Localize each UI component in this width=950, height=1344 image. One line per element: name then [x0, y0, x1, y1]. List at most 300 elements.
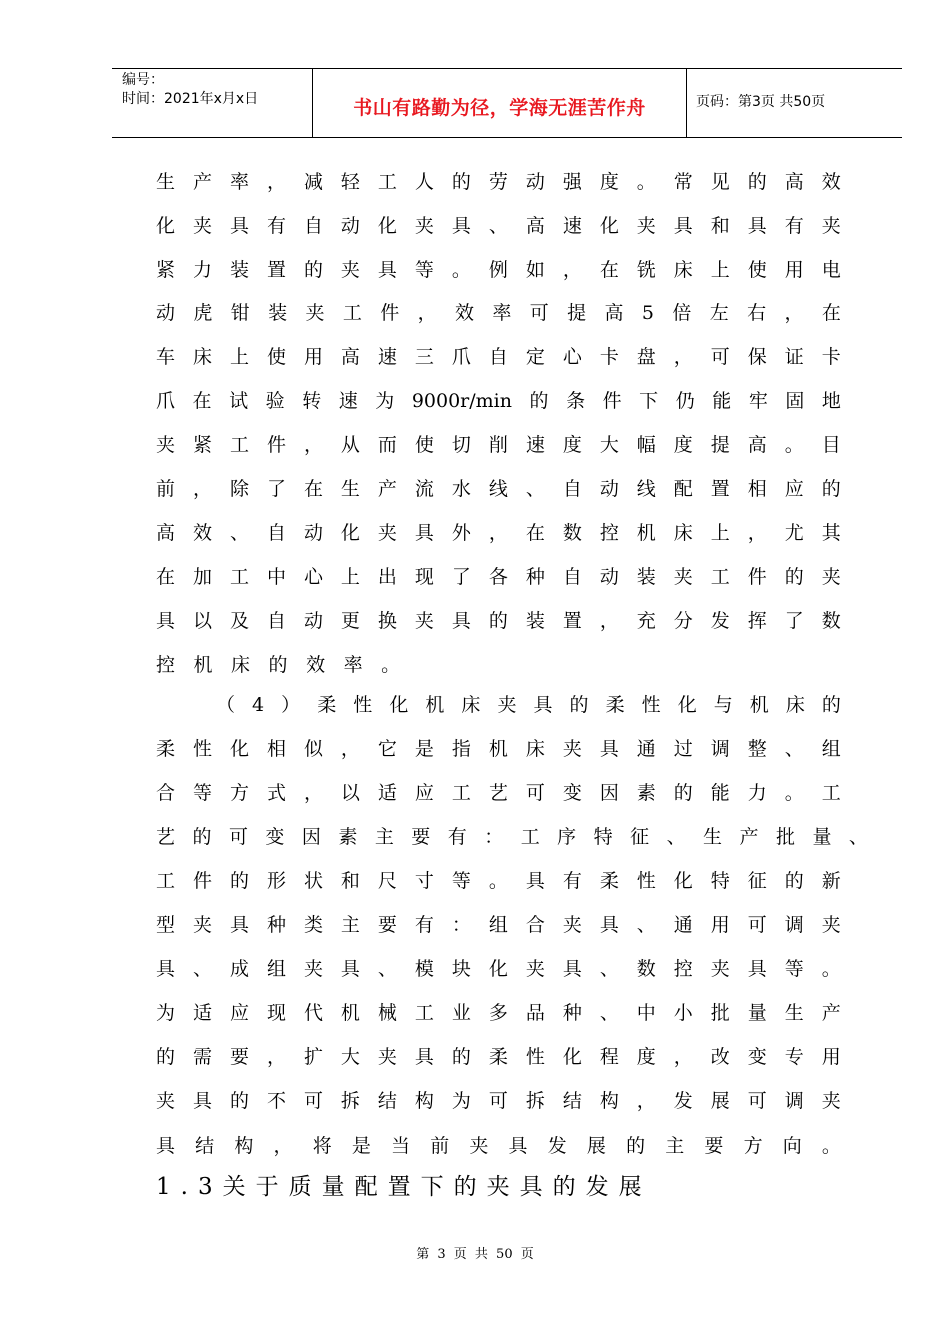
body-char: 生: [340, 478, 360, 500]
body-char: 转: [302, 390, 322, 412]
body-char: 式: [266, 782, 286, 804]
body-char: 度: [673, 434, 693, 456]
body-char: 模: [414, 958, 434, 980]
body-char: 产: [377, 478, 397, 500]
body-char: 数: [821, 610, 841, 632]
body-char: 等: [784, 958, 804, 980]
body-char: 具: [229, 914, 249, 936]
body-char: 通: [636, 738, 656, 760]
body-char: 件: [266, 434, 286, 456]
body-char: ：: [484, 826, 504, 848]
body-char: 组: [266, 958, 286, 980]
header-motto: 书山有路勤为径，学海无涯苦作舟: [353, 97, 646, 119]
body-char: 夹: [156, 434, 176, 456]
body-char: 紧: [156, 259, 176, 281]
body-char: 在: [156, 566, 176, 588]
body-char: 有: [414, 914, 434, 936]
body-char: 方: [229, 782, 249, 804]
body-char: 率: [229, 171, 249, 193]
body-line: [156, 650, 841, 680]
body-char: 自: [562, 478, 582, 500]
body-char: 上: [710, 259, 730, 281]
body-char: 装: [229, 259, 249, 281]
body-char: ，: [673, 1046, 693, 1068]
body-char: 夹: [156, 1090, 176, 1112]
body-line: [156, 1131, 841, 1161]
body-char: 调: [784, 914, 804, 936]
body-char: 控: [156, 654, 176, 676]
body-char: 有: [447, 826, 467, 848]
body-char: 要: [229, 1046, 249, 1068]
body-char: ，: [784, 302, 804, 324]
body-char: 4: [252, 694, 265, 716]
body-char: 具: [451, 610, 471, 632]
body-line: [156, 562, 841, 592]
body-char: 换: [377, 610, 397, 632]
body-char: 用: [303, 346, 323, 368]
body-char: 的: [821, 694, 841, 716]
body-char: 证: [784, 346, 804, 368]
body-char: 床: [192, 346, 212, 368]
body-char: 心: [303, 566, 323, 588]
body-char: 夹: [303, 958, 323, 980]
body-char: 型: [156, 914, 176, 936]
body-char: 向: [782, 1135, 802, 1157]
body-char: 、: [488, 215, 508, 237]
body-char: 拆: [340, 1090, 360, 1112]
body-char: 从: [340, 434, 360, 456]
body-char: 化: [156, 215, 176, 237]
body-char: 尤: [784, 522, 804, 544]
body-char: 的: [673, 782, 693, 804]
body-char: 扩: [303, 1046, 323, 1068]
body-char: 变: [747, 1046, 767, 1068]
header-left-cell: [112, 69, 312, 137]
body-char: 是: [414, 738, 434, 760]
body-char: 三: [414, 346, 434, 368]
body-char: 度: [636, 1046, 656, 1068]
body-char: ，: [303, 782, 323, 804]
body-char: 的: [747, 171, 767, 193]
body-char: 前: [430, 1135, 450, 1157]
body-char: 分: [673, 610, 693, 632]
body-char: 线: [636, 478, 656, 500]
body-char: 夹: [562, 738, 582, 760]
body-char: 速: [525, 434, 545, 456]
body-char: 机: [636, 522, 656, 544]
body-char: 用: [784, 259, 804, 281]
body-char: 充: [636, 610, 656, 632]
body-char: 、: [599, 1002, 619, 1024]
body-char: 的: [488, 610, 508, 632]
body-char: 主: [374, 826, 394, 848]
body-char: 工: [342, 302, 362, 324]
body-char: 专: [784, 1046, 804, 1068]
body-char: 高: [156, 522, 176, 544]
body-char: 发: [547, 1135, 567, 1157]
body-char: 自: [488, 346, 508, 368]
body-char: 夹: [414, 610, 434, 632]
body-char: 产: [821, 1002, 841, 1024]
body-char: 化: [562, 1046, 582, 1068]
body-char: 切: [451, 434, 471, 456]
body-char: 尺: [377, 870, 397, 892]
body-char: 夹: [821, 215, 841, 237]
body-char: ，: [340, 738, 360, 760]
body-char: 仍: [675, 390, 695, 412]
body-char: 目: [821, 434, 841, 456]
body-char: 虎: [193, 302, 213, 324]
body-char: 小: [673, 1002, 693, 1024]
body-char: 上: [340, 566, 360, 588]
body-char: 率: [343, 654, 363, 676]
body-char: 应: [784, 478, 804, 500]
header-motto-cell: [312, 69, 687, 137]
body-char: 5: [641, 302, 654, 324]
body-char: 程: [599, 1046, 619, 1068]
body-char: 。: [451, 259, 471, 281]
body-char: ，: [266, 171, 286, 193]
body-char: 。: [381, 654, 401, 676]
body-char: 具: [340, 958, 360, 980]
body-char: 工: [821, 782, 841, 804]
body-char: 动: [525, 171, 545, 193]
body-char: 、: [229, 522, 249, 544]
body-char: ，: [192, 478, 212, 500]
body-char: 高: [604, 302, 624, 324]
body-line: [156, 822, 868, 852]
body-char: 能: [712, 390, 732, 412]
header-page-info: 页码：第3页 共50页: [696, 94, 826, 110]
body-char: 寸: [414, 870, 434, 892]
body-char: 大: [599, 434, 619, 456]
body-char: 类: [303, 914, 323, 936]
body-char: 置: [710, 478, 730, 500]
body-char: 中: [636, 1002, 656, 1024]
body-char: 流: [414, 478, 434, 500]
body-char: 床: [525, 738, 545, 760]
body-char: 的: [156, 1046, 176, 1068]
body-char: 拆: [525, 1090, 545, 1112]
body-char: 试: [229, 390, 249, 412]
body-char: 而: [377, 434, 397, 456]
body-char: 卡: [821, 346, 841, 368]
body-char: 出: [377, 566, 397, 588]
body-char: 中: [266, 566, 286, 588]
body-line: [156, 298, 841, 328]
body-char: 种: [525, 566, 545, 588]
body-char: 要: [704, 1135, 724, 1157]
body-char: 具: [673, 215, 693, 237]
body-char: 工: [414, 1002, 434, 1024]
body-char: ，: [417, 302, 437, 324]
body-char: 和: [340, 870, 360, 892]
body-char: 外: [451, 522, 471, 544]
body-char: 化: [340, 522, 360, 544]
body-char: 结: [195, 1135, 215, 1157]
body-char: 整: [747, 738, 767, 760]
body-char: 夹: [469, 1135, 489, 1157]
body-char: 地: [821, 390, 841, 412]
body-char: 主: [665, 1135, 685, 1157]
body-char: 提: [567, 302, 587, 324]
body-char: 素: [338, 826, 358, 848]
body-char: 了: [266, 478, 286, 500]
body-char: 量: [747, 1002, 767, 1024]
body-char: 条: [566, 390, 586, 412]
body-char: 强: [562, 171, 582, 193]
body-line: [156, 1042, 841, 1072]
body-char: 柔: [599, 870, 619, 892]
body-line: [156, 998, 841, 1028]
body-char: 其: [821, 522, 841, 544]
body-char: 现: [266, 1002, 286, 1024]
body-char: 可: [529, 302, 549, 324]
body-char: 的: [626, 1135, 646, 1157]
body-char: 具: [229, 215, 249, 237]
body-char: 现: [414, 566, 434, 588]
body-char: 卡: [599, 346, 619, 368]
body-char: 和: [710, 215, 730, 237]
body-char: 、: [599, 958, 619, 980]
body-char: 自: [303, 215, 323, 237]
body-char: 化: [599, 215, 619, 237]
body-char: 展: [710, 1090, 730, 1112]
body-char: 具: [156, 610, 176, 632]
body-char: 、: [377, 958, 397, 980]
body-line: [156, 954, 841, 984]
body-char: 可: [525, 782, 545, 804]
body-char: 床: [673, 522, 693, 544]
body-char: 大: [340, 1046, 360, 1068]
body-char: 征: [747, 870, 767, 892]
body-char: 、: [784, 738, 804, 760]
body-char: 生: [703, 826, 723, 848]
body-char: ，: [636, 1090, 656, 1112]
body-char: 效: [455, 302, 475, 324]
body-char: ，: [303, 434, 323, 456]
body-char: 具: [414, 1046, 434, 1068]
body-char: 块: [451, 958, 471, 980]
body-char: 化: [677, 694, 697, 716]
body-char: ，: [562, 259, 582, 281]
body-char: 有: [784, 215, 804, 237]
body-char: 状: [303, 870, 323, 892]
body-char: 调: [710, 738, 730, 760]
body-char: 在: [192, 390, 212, 412]
body-char: 、: [525, 478, 545, 500]
body-char: 爪: [451, 346, 471, 368]
body-char: 的: [784, 566, 804, 588]
body-char: 可: [488, 1090, 508, 1112]
body-char: 加: [192, 566, 212, 588]
body-char: 性: [525, 1046, 545, 1068]
body-char: 发: [673, 1090, 693, 1112]
body-char: 产: [739, 826, 759, 848]
body-line: [156, 866, 841, 896]
header-page-cell: [686, 69, 902, 137]
body-char: 具: [156, 958, 176, 980]
body-char: 削: [488, 434, 508, 456]
body-char: 。: [821, 958, 841, 980]
body-char: 速: [377, 346, 397, 368]
body-char: ：: [451, 914, 471, 936]
body-char: 具: [599, 738, 619, 760]
body-char: 改: [710, 1046, 730, 1068]
body-char: 上: [710, 522, 730, 544]
body-char: 固: [785, 390, 805, 412]
body-char: 动: [340, 215, 360, 237]
body-char: 有: [562, 870, 582, 892]
body-char: 。: [488, 870, 508, 892]
body-char: 装: [268, 302, 288, 324]
body-char: 件: [602, 390, 622, 412]
body-char: 指: [451, 738, 471, 760]
body-char: 的: [451, 1046, 471, 1068]
body-char: ，: [266, 1046, 286, 1068]
body-line: [156, 474, 841, 504]
body-line: [156, 211, 841, 241]
body-line: [156, 606, 841, 636]
page-footer: 第 3 页 共 50 页: [416, 1247, 534, 1262]
body-char: 产: [192, 171, 212, 193]
body-char: 似: [303, 738, 323, 760]
body-char: 通: [673, 914, 693, 936]
body-char: 批: [710, 1002, 730, 1024]
body-char: 成: [229, 958, 249, 980]
body-char: 有: [266, 215, 286, 237]
body-char: 床: [785, 694, 805, 716]
body-line: [156, 430, 841, 460]
body-char: 特: [710, 870, 730, 892]
body-char: 工: [710, 566, 730, 588]
body-char: 具: [525, 870, 545, 892]
body-char: 构: [414, 1090, 434, 1112]
body-char: 可: [747, 914, 767, 936]
body-char: 化: [673, 870, 693, 892]
body-char: 的: [451, 171, 471, 193]
body-char: 除: [229, 478, 249, 500]
body-char: 用: [821, 1046, 841, 1068]
body-char: 为: [375, 390, 395, 412]
body-char: 自: [266, 522, 286, 544]
body-char: 过: [673, 738, 693, 760]
body-char: 工: [520, 826, 540, 848]
body-char: 批: [775, 826, 795, 848]
body-char: 动: [599, 566, 619, 588]
body-char: 夹: [821, 1090, 841, 1112]
body-char: 组: [488, 914, 508, 936]
body-char: 效: [192, 522, 212, 544]
body-char: 械: [377, 1002, 397, 1024]
body-char: 适: [192, 1002, 212, 1024]
body-char: 等: [192, 782, 212, 804]
document-header: [112, 68, 902, 138]
body-char: 效: [821, 171, 841, 193]
body-char: 变: [265, 826, 285, 848]
body-line: [156, 1086, 841, 1116]
body-char: 夹: [821, 914, 841, 936]
body-char: 保: [747, 346, 767, 368]
body-char: 业: [451, 1002, 471, 1024]
body-char: 钳: [230, 302, 250, 324]
body-char: 具: [414, 522, 434, 544]
body-char: 以: [192, 610, 212, 632]
body-char: 不: [266, 1090, 286, 1112]
body-char: 减: [303, 171, 323, 193]
body-char: 及: [229, 610, 249, 632]
body-char: 的: [821, 478, 841, 500]
body-line: [156, 386, 841, 416]
body-char: 常: [673, 171, 693, 193]
body-char: 具: [562, 958, 582, 980]
body-char: 力: [747, 782, 767, 804]
body-char: 电: [821, 259, 841, 281]
body-char: 将: [312, 1135, 332, 1157]
body-char: 能: [710, 782, 730, 804]
body-char: 适: [377, 782, 397, 804]
body-char: 的: [229, 1090, 249, 1112]
body-char: 柔: [156, 738, 176, 760]
body-char: 配: [673, 478, 693, 500]
body-char: 机: [193, 654, 213, 676]
body-char: 种: [266, 914, 286, 936]
body-char: 夹: [305, 302, 325, 324]
body-char: 为: [156, 1002, 176, 1024]
body-char: 夹: [525, 958, 545, 980]
body-char: 自: [266, 610, 286, 632]
body-char: （: [216, 694, 236, 716]
body-char: 速: [562, 215, 582, 237]
body-char: 。: [784, 434, 804, 456]
body-line: [156, 910, 841, 940]
body-char: 率: [492, 302, 512, 324]
body-char: 机: [425, 694, 445, 716]
body-char: 夹: [710, 958, 730, 980]
body-char: 定: [525, 346, 545, 368]
body-char: 结: [562, 1090, 582, 1112]
body-char: 特: [593, 826, 613, 848]
body-char: 铣: [636, 259, 656, 281]
body-char: 夹: [562, 914, 582, 936]
body-char: 生: [784, 1002, 804, 1024]
body-char: 更: [340, 610, 360, 632]
section-heading: 1.3关于质量配置下的夹具的发展: [156, 1174, 652, 1200]
body-char: 前: [156, 478, 176, 500]
body-char: 工: [451, 782, 471, 804]
body-char: 置: [562, 610, 582, 632]
body-char: 品: [525, 1002, 545, 1024]
body-char: 床: [231, 654, 251, 676]
body-char: 的: [784, 870, 804, 892]
body-char: 组: [821, 738, 841, 760]
body-char: ，: [488, 522, 508, 544]
body-char: 夹: [497, 694, 517, 716]
body-char: 具: [451, 215, 471, 237]
body-char: 代: [303, 1002, 323, 1024]
document-number-label: 编号：: [122, 72, 164, 88]
body-char: 是: [351, 1135, 371, 1157]
body-char: 要: [377, 914, 397, 936]
body-char: 幅: [636, 434, 656, 456]
body-char: 的: [569, 694, 589, 716]
body-char: 具: [377, 259, 397, 281]
body-char: 结: [377, 1090, 397, 1112]
body-line: [156, 778, 841, 808]
body-char: 下: [639, 390, 659, 412]
body-char: 相: [266, 738, 286, 760]
body-char: 具: [599, 914, 619, 936]
